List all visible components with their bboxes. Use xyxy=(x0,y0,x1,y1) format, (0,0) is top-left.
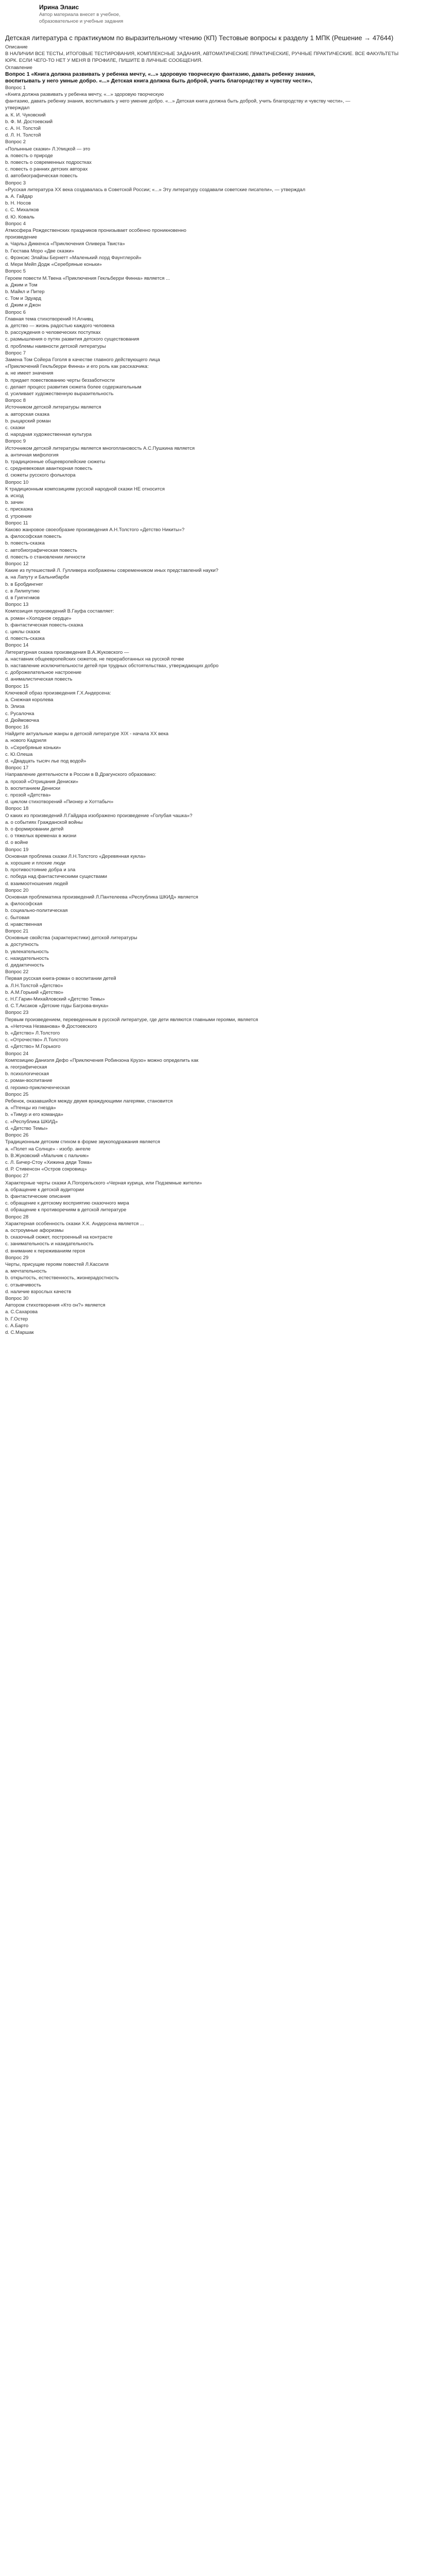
document-line: d. С.Т.Аксаков «Детские годы Багрова-внука» xyxy=(5,1003,109,1009)
document-line: d. «Двадцать тысяч лье под водой» xyxy=(5,758,86,764)
document-line: b. увлекательность xyxy=(5,948,49,955)
document-line: Литературная сказка произведения В.А.Жуковского — xyxy=(5,649,129,655)
document-line: b. рассуждения о человеческих поступках xyxy=(5,330,101,336)
document-line: а. обращение к детской аудитории xyxy=(5,1187,84,1193)
document-line: b. наставление исключительности детей при трудных обстоятельствах, утверждающих добро xyxy=(5,663,219,669)
document-line: «Русская литература XX века создавалась в Советской России; «...» Эту литературу создавали советские писатели», — утверждал xyxy=(5,187,306,193)
document-line: d. Ю. Коваль xyxy=(5,214,34,220)
document-line: d. дидактичность xyxy=(5,962,44,969)
document-line: b. в Бробдингнег xyxy=(5,581,43,587)
document-line: Вопрос 18 xyxy=(5,806,29,812)
document-line: d. С.Маршак xyxy=(5,1329,34,1335)
document-line: Вопрос 11 xyxy=(5,520,28,526)
document-line: Вопрос 1 xyxy=(5,84,26,91)
document-line: Основная проблема сказки Л.Н.Толстого «Деревянная кукла» xyxy=(5,853,146,859)
document-line: Вопрос 6 xyxy=(5,309,26,315)
document-line: а. детство — жизнь радостью каждого человека xyxy=(5,323,115,329)
document-line: d. о войне xyxy=(5,840,28,846)
document-line: Вопрос 14 xyxy=(5,642,29,649)
document-line: c. Том и Эдуард xyxy=(5,296,42,302)
document-line: b. фантастическая повесть-сказка xyxy=(5,622,83,628)
document-line: Вопрос 13 xyxy=(5,602,29,608)
document-line: c. отзывчивость xyxy=(5,1282,41,1288)
document-line: d. Л. Н. Толстой xyxy=(5,132,41,139)
document-line: d. проблемы наивности детской литературы xyxy=(5,343,106,349)
document-line: d. усиливает художественную выразительность xyxy=(5,391,114,397)
document-line: d. героико-приключенческая xyxy=(5,1084,70,1091)
document-line: а. античная мифология xyxy=(5,452,59,458)
document-line: d. анималистическая повесть xyxy=(5,676,73,683)
document-line: d. обращение к противоречиям в детской литературе xyxy=(5,1207,127,1213)
document-line: Вопрос 7 xyxy=(5,350,26,356)
document-line: Ключевой образ произведения Г.Х.Андерсена: xyxy=(5,690,111,696)
document-line: d. взаимоотношения людей xyxy=(5,880,68,887)
document-line: а. прозой «Отрицания Дениски» xyxy=(5,778,79,785)
document-line: c. циклы сказок xyxy=(5,629,41,635)
document-line: d. Р. Стивенсон «Остров сокровищ» xyxy=(5,1166,87,1173)
document-line: b. открытость, естественность, жизнерадостность xyxy=(5,1275,119,1281)
document-line: а. хорошие и плохие люди xyxy=(5,860,66,866)
document-line: d. повесть-сказка xyxy=(5,636,45,642)
document-line: c. занимательность и назидательность xyxy=(5,1241,94,1247)
document-line: а. «Полет на Солнце» - изобр. ангеле xyxy=(5,1146,91,1152)
document-line: c. «Республика ШКИД» xyxy=(5,1118,58,1125)
document-line: b. сказочный сюжет, построенный на контрасте xyxy=(5,1234,113,1241)
document-line: c. победа над фантастическими существами xyxy=(5,874,107,880)
document-line: c. Фрэнсис Элайзы Бернетт «Маленький лорд Фаунтлерой» xyxy=(5,255,142,261)
document-line: Главная тема стихотворений Н.Агнивц xyxy=(5,316,93,322)
document-line: b. повесть о современных подростках xyxy=(5,160,92,166)
document-line: c. роман-воспитание xyxy=(5,1078,53,1084)
document-line: фантазию, давать ребенку знания, воспитывать у него умение добро. «...» Детская книга должна быть доброй, учить благородству и чувству чести», — xyxy=(5,98,351,105)
document-line: b. Гюстава Моро «Две сказки» xyxy=(5,248,74,254)
document-line: Вопрос 30 xyxy=(5,1295,29,1301)
document-line: а. исход xyxy=(5,493,24,499)
document-line: а. С.Сахарова xyxy=(5,1309,38,1315)
document-line: «Полынные сказки» Л.Улицкой — это xyxy=(5,146,91,152)
document-line: c. А.Барто xyxy=(5,1323,29,1329)
document-line: d. повесть о становлении личности xyxy=(5,554,85,560)
author-description: Автор материала внесет в учебное, образовательное и учебные задания xyxy=(39,12,124,24)
document-line: b. повесть-сказка xyxy=(5,540,45,547)
document-line: Вопрос 28 xyxy=(5,1214,29,1220)
document-line: а. о событиях Гражданской войны xyxy=(5,819,83,825)
document-title: Детская литература с практикумом по выразительному чтению (КП) Тестовые вопросы к разделу 1 МПК (Решение → 47644) xyxy=(5,34,394,42)
document-line: а. не имеет значения xyxy=(5,370,54,377)
document-line: d. Мери Мейп Додж «Серебряные коньки» xyxy=(5,262,102,268)
document-line: ЮРК. ЕСЛИ ЧЕГО-ТО НЕТ У МЕНЯ В ПРОФИЛЕ, ПИШИТЕ В ЛИЧНЫЕ СООБЩЕНИЯ. xyxy=(5,58,203,64)
document-line: d. народная художественная культура xyxy=(5,432,92,438)
document-line: b. Элиза xyxy=(5,704,25,710)
document-line: Героем повести М.Твена «Приключения Гекльберри Финна» является ... xyxy=(5,275,170,281)
document-line: c. делает процесс развития сюжета более содержательным xyxy=(5,384,142,390)
document-line: b. Г.Остер xyxy=(5,1316,28,1322)
document-line: c. сказки xyxy=(5,425,25,431)
document-line: b. о формировании детей xyxy=(5,826,64,832)
document-line: а. Джим и Том xyxy=(5,282,38,288)
document-line: произведение xyxy=(5,234,38,241)
document-line: Вопрос 4 xyxy=(5,221,26,227)
document-line: d. автобиографическая повесть xyxy=(5,173,78,179)
document-line: b. фантастические описания xyxy=(5,1193,71,1199)
document-line: Вопрос 20 xyxy=(5,887,29,893)
document-line: Замена Том Сойера Гоголя в качестве главного действующего лица xyxy=(5,357,160,363)
document-line: c. прозой «Детства» xyxy=(5,792,51,798)
document-line: Вопрос 15 xyxy=(5,683,29,689)
document-line: d. внимание к переживаниям героя xyxy=(5,1248,85,1254)
document-line: c. «Отрочество» Л.Толстого xyxy=(5,1037,68,1043)
document-line: c. присказка xyxy=(5,506,33,513)
document-line: Найдите актуальные жанры в детской литературе XIX - начала XX века xyxy=(5,731,169,737)
document-line: О каких из произведений Л.Гайдара изображено произведение «Голубая чашка»? xyxy=(5,812,193,819)
document-line: b. традиционные общеевропейские сюжеты xyxy=(5,459,106,465)
document-line: Вопрос 9 xyxy=(5,438,26,445)
document-line: В НАЛИЧИИ ВСЕ ТЕСТЫ, ИТОГОВЫЕ ТЕСТИРОВАНИЯ, КОМПЛЕКСНЫЕ ЗАДАНИЯ, АВТОМАТИЧЕСКИЕ ПРАКТИЧЕСКИЕ, РУЧНЫЕ ПРАКТИЧЕСКИЕ. ВСЕ ФАКУЛЬТЕТЫ xyxy=(5,51,399,57)
document-line: а. географическая xyxy=(5,1064,47,1071)
document-line: Вопрос 10 xyxy=(5,479,29,485)
document-line: а. доступность xyxy=(5,942,39,948)
document-line: Вопрос 27 xyxy=(5,1173,29,1179)
document-line: c. повесть о ранних детских авторах xyxy=(5,166,88,173)
document-line: воспитывать у него умные добро. «...» Детская книга должна быть доброй, учить благородству и чувству чести», xyxy=(5,77,312,84)
document-line: а. Л.Н.Толстой «Детство» xyxy=(5,982,63,989)
document-line: Характерная особенность сказки Х.К. Андерсена является ... xyxy=(5,1221,144,1227)
document-line: Характерные черты сказки А.Погорельского «Черная курица, или Подземные жители» xyxy=(5,1180,202,1186)
document-line: а. философская xyxy=(5,901,43,907)
document-line: d. в Гуигнгнмов xyxy=(5,595,40,601)
document-line: Композицию Даниэля Дефо «Приключения Робинзона Крузо» можно определить как xyxy=(5,1057,199,1063)
author-info xyxy=(39,2,127,34)
document-line: а. А. Гайдар xyxy=(5,194,33,200)
document-line: К традиционным композициям русской народной сказки НЕ относится xyxy=(5,486,165,492)
document-line: c. назидательность xyxy=(5,955,49,961)
document-line: а. на Лапуту и Бальнибарби xyxy=(5,574,69,581)
document-line: b. А.М.Горький «Детство» xyxy=(5,989,64,995)
document-line: Вопрос 22 xyxy=(5,969,29,975)
document-line: b. Ф. М. Достоевский xyxy=(5,118,53,125)
document-line: d. сюжеты русского фольклора xyxy=(5,472,76,479)
document-line: c. Русалочка xyxy=(5,710,34,717)
document-line: утверждал xyxy=(5,105,30,111)
document-line: Направление деятельности в России в В.Драгунского образовано: xyxy=(5,772,156,778)
document-line: Вопрос 25 xyxy=(5,1091,29,1097)
document-line: d. нравственная xyxy=(5,921,42,927)
document-line: а. мечтательность xyxy=(5,1268,47,1275)
document-line: c. С. Михалков xyxy=(5,207,39,213)
document-line: b. В.Жуковский «Мальчик с пальчик» xyxy=(5,1153,89,1159)
document-line: b. рыцарский роман xyxy=(5,418,51,424)
document-line: а. авторская сказка xyxy=(5,411,49,417)
document-line: Автором стихотворения «Кто он?» является xyxy=(5,1302,106,1309)
document-line: b. социально-политическая xyxy=(5,908,68,914)
document-line: b. Майкл и Питер xyxy=(5,289,45,295)
document-line: а. наставник общеевропейских сюжетов, не переработанных на русской почве xyxy=(5,656,184,662)
document-line: c. размышления о путях развития детского существования xyxy=(5,336,139,343)
document-line: c. Н.Г.Гарин-Михайловский «Детство Темы» xyxy=(5,996,105,1003)
document-line: Вопрос 17 xyxy=(5,765,29,771)
document-line: c. в Лилипутию xyxy=(5,588,40,594)
document-line: а. остроумные афоризмы xyxy=(5,1227,64,1233)
document-line: Атмосфера Рождественских праздников пронизывает особенно проникновенно xyxy=(5,228,186,234)
document-line: b. «Детство» Л.Толстого xyxy=(5,1030,60,1037)
document-line: Вопрос 26 xyxy=(5,1132,29,1139)
document-line: «Книга должна развивать у ребенка мечту, «...» здоровую творческую xyxy=(5,92,164,98)
document-line: Основная проблематика произведений Л.Пантелеева «Республика ШКИД» является xyxy=(5,894,198,900)
document-line: Вопрос 2 xyxy=(5,139,26,145)
document-line: b. зачин xyxy=(5,500,24,506)
document-line: Вопрос 24 xyxy=(5,1050,29,1057)
document-line: b. «Серебряные коньки» xyxy=(5,744,61,751)
document-line: Черты, присущие героям повестей Л.Кассиля xyxy=(5,1261,109,1267)
document-line: а. Чарльз Диккенса «Приключения Оливера Твиста» xyxy=(5,241,125,247)
document-line: c. Ю.Олеша xyxy=(5,751,33,757)
document-line: d. «Детство» М.Горького xyxy=(5,1044,61,1050)
document-body xyxy=(5,44,431,1336)
document-line: Вопрос 3 xyxy=(5,180,26,186)
document-line: «Приключений Гекльберри Финна» и его роль как рассказчика: xyxy=(5,364,149,370)
document-line: b. противостояние добра и зла xyxy=(5,867,76,873)
document-line: Каково жанровое своеобразие произведения А.Н.Толстого «Детство Никиты»? xyxy=(5,527,185,533)
document-line: c. о тяжелых временах в жизни xyxy=(5,833,77,839)
document-line: Традиционным детским стихом в форме звукоподражания является xyxy=(5,1139,160,1145)
document-line: Вопрос 29 xyxy=(5,1255,29,1261)
document-line: Оглавление xyxy=(5,64,32,71)
document-line: Первая русская книга-роман о воспитании детей xyxy=(5,976,116,982)
document-line: b. придает повествованию черты беззаботности xyxy=(5,377,115,383)
document-line: Источником детской литературы является xyxy=(5,404,101,411)
document-line: Вопрос 23 xyxy=(5,1010,29,1016)
document-line: а. повесть о природе xyxy=(5,152,53,159)
document-line: Вопрос 5 xyxy=(5,268,26,275)
document-line: а. нового Кадриля xyxy=(5,738,47,744)
document-line: Источником детской литературы является многоплановость А.С.Пушкина является xyxy=(5,445,195,451)
avatar[interactable] xyxy=(5,2,32,29)
document-line: а. «Неточка Незванова» Ф.Достоевского xyxy=(5,1023,97,1029)
document-line: а. Снежная королева xyxy=(5,697,54,703)
document-line: Основные свойства (характеристики) детской литературы xyxy=(5,935,137,941)
document-line: c. А. Н. Толстой xyxy=(5,126,41,132)
document-line: b. психологическая xyxy=(5,1071,49,1077)
document-line: а. роман «Холодное сердце» xyxy=(5,615,72,621)
document-line: b. воспитанием Дениски xyxy=(5,785,61,791)
document-line: c. автобиографическая повесть xyxy=(5,547,77,553)
author-name[interactable]: Ирина Элаис xyxy=(39,4,79,11)
document-line: c. обращение к детскому восприятию сказочного мира xyxy=(5,1200,129,1207)
document-line: Вопрос 16 xyxy=(5,724,29,730)
document-line: а. «Птенцы из гнезда» xyxy=(5,1105,56,1111)
document-line: c. бытовая xyxy=(5,914,30,921)
document-line: d. наличие взрослых качеств xyxy=(5,1289,72,1295)
document-line: d. утроение xyxy=(5,513,32,519)
document-line: а. философская повесть xyxy=(5,534,62,540)
document-line: Первым произведением, переведенным в русской литературе, где дети являются главными героями, является xyxy=(5,1016,258,1023)
document-line: d. Дюймовочка xyxy=(5,717,39,723)
document-line: Вопрос 12 xyxy=(5,561,29,567)
document-line: Композиция произведений В.Гауфа составляет: xyxy=(5,608,114,615)
document-line: Вопрос 19 xyxy=(5,846,29,853)
document-line: d. «Детство Темы» xyxy=(5,1125,48,1131)
document-line: Вопрос 1 «Книга должна развивать у ребенка мечту, «...» здоровую творческую фантазию, давать ребенку знания, xyxy=(5,71,316,77)
document-line: b. «Тимур и его команда» xyxy=(5,1112,63,1118)
document-line: c. средневековая авантюрная повесть xyxy=(5,466,93,472)
document-line: а. К. И. Чуковский xyxy=(5,112,46,118)
document-line: d. Джим и Джон xyxy=(5,302,41,309)
document-line: Ребенок, оказавшийся между двумя враждующими лагерями, становится xyxy=(5,1098,173,1105)
document-line: c. доброжелательное настроение xyxy=(5,670,82,676)
document-line: Описание xyxy=(5,44,28,50)
document-line: d. циклом стихотворений «Пионер и Хоттабыч» xyxy=(5,799,114,805)
document-line: Вопрос 21 xyxy=(5,928,29,934)
document-line: Вопрос 8 xyxy=(5,398,26,404)
author-header xyxy=(5,0,431,34)
document-line: Какие из путешествий Л. Гулливера изображены современником иных представлений науки? xyxy=(5,568,219,574)
document-line: c. Л. Бичер-Стоу «Хижина дяди Тома» xyxy=(5,1159,92,1165)
document-line: b. Н. Носов xyxy=(5,200,31,207)
